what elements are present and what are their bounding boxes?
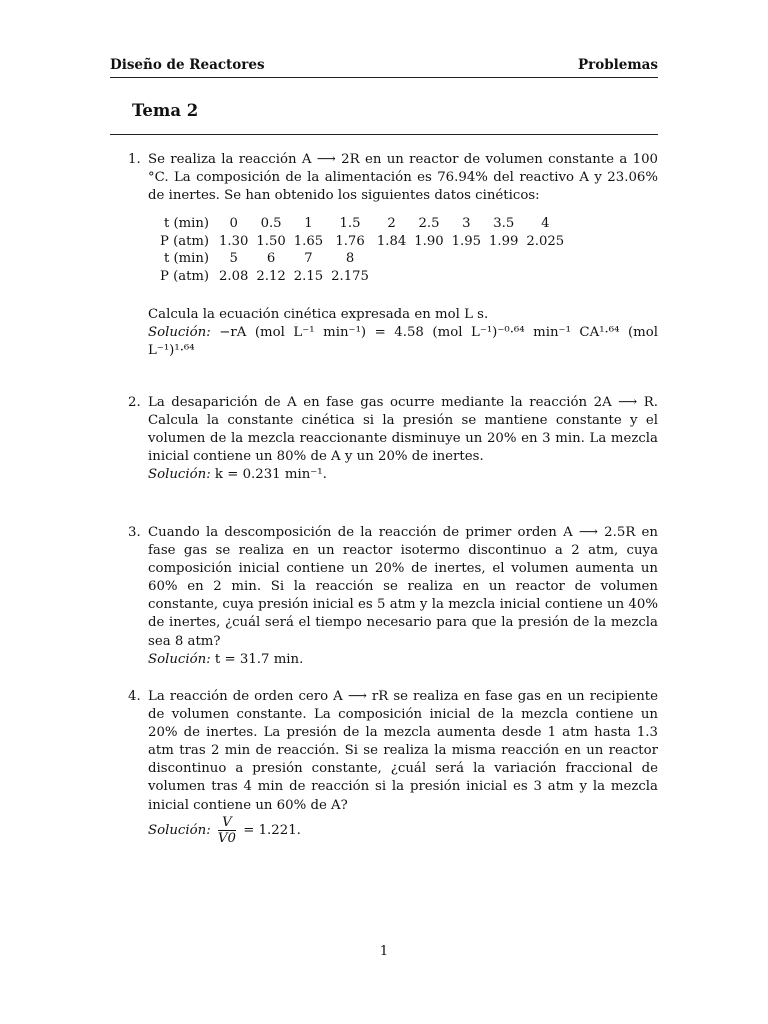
table-cell: 1.30 [219,233,249,249]
solution-label: Solución: [148,467,211,483]
fraction-denominator: V0 [217,830,236,846]
table-row-label: t (min) [164,216,210,232]
table-row [156,215,568,232]
problem-3 [110,524,658,669]
table-row [156,250,568,267]
table-cell: 2 [387,216,396,232]
table-row-label: P (atm) [160,268,210,284]
problem-4 [110,688,658,846]
table-cell: 1 [304,216,313,232]
table-cell: 1.90 [414,233,444,249]
problem-number: 3. [128,525,141,540]
solution-text: −rA (mol L⁻¹ min⁻¹) = 4.58 (mol L⁻¹)⁻⁰·⁶⁴ min⁻¹ CA¹·⁶⁴ (mol L⁻¹)¹·⁶⁴ [148,325,658,359]
table-cell: 4 [541,216,550,232]
kinetic-data-table [156,215,568,285]
solution-label: Solución: [148,822,211,838]
solution-fraction [218,815,236,846]
table-cell: 5 [229,251,238,267]
solution-text: k = 0.231 min⁻¹. [214,467,327,483]
problem-statement: La desaparición de A en fase gas ocurre mediante la reacción 2A ⟶ R. Calcula la constante cinética si la presión se mantiene constante y el volumen de la mezcla reaccionante disminuye un 20% en 3 min. La mezcla inicial contiene un 80% de A y un 20% de inertes. [148,395,658,465]
solution-text: t = 31.7 min. [214,651,304,667]
solution [148,815,658,846]
table-cell: 1.5 [339,216,361,232]
fraction-numerator: V [218,815,236,831]
section-title: Tema 2 [132,101,199,120]
page-number: 1 [379,944,389,959]
solution-text: = 1.221. [243,822,301,838]
table-cell: 2.5 [418,216,440,232]
header-rule [110,77,658,78]
table-cell: 2.08 [219,268,249,284]
solution-label: Solución: [148,651,211,667]
table-cell: 2.175 [331,268,369,284]
solution [148,651,658,669]
solution [148,324,658,360]
table-cell: 2.025 [526,233,565,249]
problem-statement: Se realiza la reacción A ⟶ 2R en un reactor de volumen constante a 100 °C. La composición de la alimentación es 76.94% del reactivo A y 23.06% de inertes. Se han obtenido los siguientes datos cinéticos: [148,152,658,204]
table-cell: 8 [345,251,355,267]
table-row-label: P (atm) [160,233,210,249]
problem-number: 2. [128,395,141,410]
header-course-title: Diseño de Reactores [110,57,265,73]
problem-number: 1. [128,152,141,167]
table-cell: 0 [229,216,238,232]
problem-1 [110,151,658,360]
table-cell: 1.84 [376,233,407,249]
table-cell: 6 [266,251,276,267]
table-row-label: t (min) [164,251,210,267]
problem-2 [110,394,658,484]
table-cell: 3.5 [493,216,515,232]
section-rule [110,134,658,135]
header-section-label: Problemas [577,57,658,73]
solution [148,466,658,484]
table-cell: 7 [304,251,313,267]
running-header [110,57,658,73]
table-cell: 1.65 [293,233,324,249]
table-row [156,233,568,250]
table-cell: 1.99 [489,233,519,249]
table-cell: 1.50 [256,233,286,249]
table-cell: 0.5 [260,216,282,232]
table-cell: 1.76 [335,233,365,249]
problem-statement: Cuando la descomposición de la reacción de primer orden A ⟶ 2.5R en fase gas se realiza en un reactor isotermo discontinuo a 2 atm, cuya composición inicial contiene un 20% de inertes, el volumen aumenta un 60% en 2 min. Si la reacción se realiza en un reactor de volumen constante, cuya presión inicial es 5 atm y la mezcla inicial contiene un 40% de inertes, ¿cuál será el tiempo necesario para que la presión de la mezcla sea 8 atm? [148,525,658,649]
problem-question: Calcula la ecuación cinética expresada en mol L s. [148,306,489,322]
table-cell: 2.12 [256,268,286,284]
problem-statement: La reacción de orden cero A ⟶ rR se realiza en fase gas en un recipiente de volumen constante. La composición inicial de la mezcla contiene un 20% de inertes. La presión de la mezcla aumenta desde 1 atm hasta 1.3 atm tras 2 min de reacción. Si se realiza la misma reacción en un reactor discontinuo a presión constante, ¿cuál será la variación fraccional de volumen tras 4 min de reacción si la presión inicial es 3 atm y la mezcla inicial contiene un 60% de A? [148,689,658,813]
table-row [156,268,568,285]
table-cell: 1.95 [451,233,482,249]
table-cell: 2.15 [293,268,324,284]
problem-number: 4. [128,689,141,704]
table-cell: 3 [462,216,471,232]
solution-label: Solución: [148,325,211,340]
